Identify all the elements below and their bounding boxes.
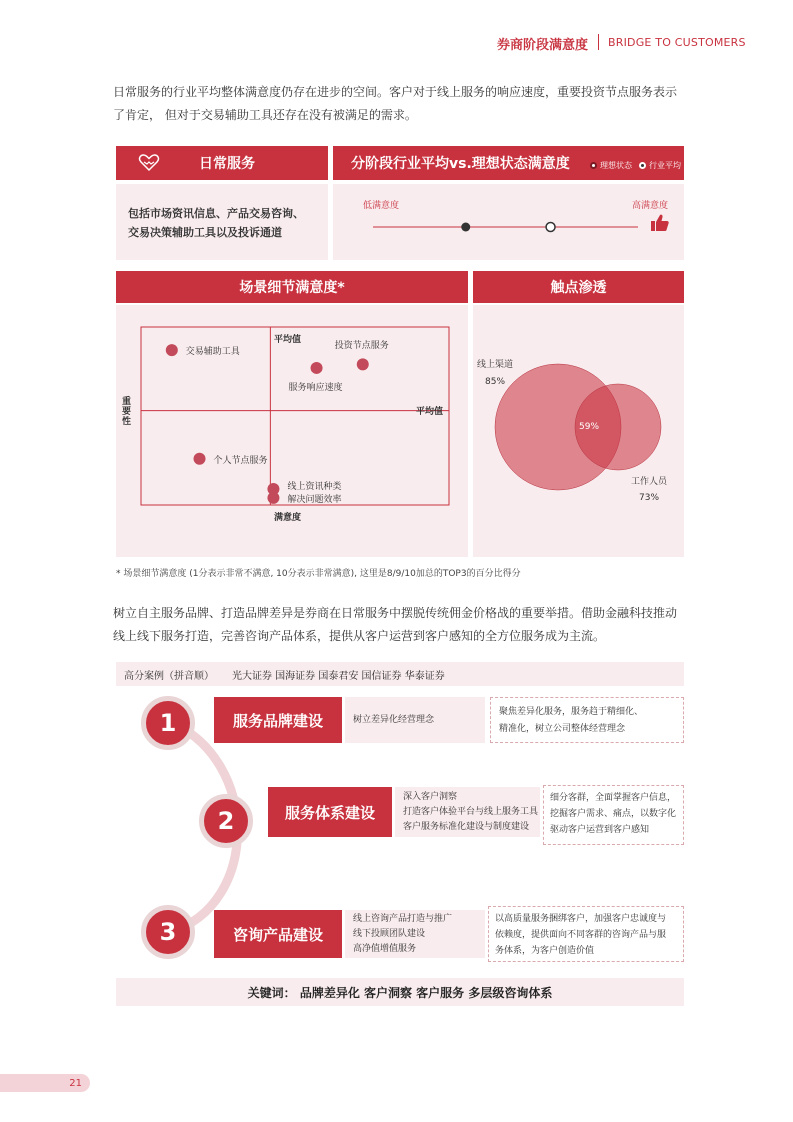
legend-avg-marker: [639, 162, 646, 169]
scatter-point-label: 线上资讯种类: [287, 481, 342, 492]
touchpoint-title-bar: [473, 271, 684, 303]
step-2-points: [395, 787, 540, 837]
low-satisfaction-label: 低满意度: [363, 201, 400, 211]
step-3-desc-line: 依赖度，提供面向不同客群的咨询产品与服: [495, 930, 667, 940]
cases-firms: 光大证券 国海证券 国泰君安 国信证券 华泰证券: [232, 670, 445, 682]
step-2-desc-line: 细分客群，全面掌握客户信息，: [550, 793, 677, 803]
venn-overlap-value: 59%: [579, 422, 600, 432]
step-2-circle: [199, 794, 253, 848]
header-subtitle: BRIDGE TO CUSTOMERS: [608, 36, 746, 49]
industry-avg-marker: [461, 223, 470, 232]
high-satisfaction-label: 高满意度: [632, 201, 669, 211]
legend-avg-label: 行业平均: [649, 161, 681, 170]
scatter-point: [311, 362, 323, 374]
step-2-number: 2: [217, 807, 235, 835]
scatter-point-label: 服务响应速度: [288, 382, 343, 393]
daily-service-title: 日常服务: [199, 156, 255, 172]
footnote: * 场景细节满意度 (1分表示非常不满意, 10分表示非常满意), 这里是8/9/10加总的TOP3的百分比得分: [116, 569, 521, 579]
scatter-point-label: 解决问题效率: [287, 494, 342, 505]
thumbs-up-icon: [651, 215, 669, 231]
header-divider: [598, 34, 599, 50]
scatter-point: [267, 492, 279, 504]
scatter-point-label: 个人节点服务: [213, 455, 268, 466]
venn-online-label: 线上渠道: [477, 360, 514, 370]
step-1-desc: [490, 697, 684, 743]
scene-detail-panel: [116, 305, 468, 557]
step-2-point: 打造客户体验平台与线上服务工具: [403, 806, 539, 817]
step-3-point: 线下投顾团队建设: [353, 928, 426, 939]
step-1-title: 服务品牌建设: [214, 697, 342, 743]
step-3-desc-line: 以高质量服务捆绑客户，加强客户忠诚度与: [495, 914, 667, 924]
touchpoint-panel: [473, 305, 684, 557]
scatter-point-label: 投资节点服务: [334, 341, 389, 352]
satisfaction-scale: [333, 184, 684, 260]
step-2-point: 深入客户洞察: [403, 791, 458, 802]
scatter-point-label: 交易辅助工具: [185, 347, 240, 358]
stage-compare-panel: [333, 184, 684, 260]
intro-line-1: 日常服务的行业平均整体满意度仍存在进步的空间。客户对于线上服务的响应速度，重要投资节点服务表示: [113, 85, 678, 99]
page-number: 21: [0, 1074, 90, 1092]
scatter-point: [166, 344, 178, 356]
stage-compare-legend: [590, 160, 681, 171]
stage-compare-title: 分阶段行业平均vs.理想状态满意度: [351, 156, 570, 172]
step-2-point: 客户服务标准化建设与制度建设: [403, 821, 530, 832]
header-title: 券商阶段满意度: [497, 38, 589, 53]
ideal-marker: [546, 223, 555, 232]
step-3-title: 咨询产品建设: [214, 910, 342, 958]
step-3-number: 3: [159, 918, 177, 946]
step-3-desc-line: 务体系，为客户创造价值: [495, 946, 595, 956]
cases-label: 高分案例（拼音顺）: [124, 670, 214, 682]
step-2-desc-line: 驱动客户运营到客户感知: [550, 825, 650, 835]
intro-paragraph: [113, 81, 688, 127]
daily-service-desc-line-2: 交易决策辅助工具以及投诉通道: [128, 226, 282, 239]
keywords-bar: 关键词： 品牌差异化 客户洞察 客户服务 多层级咨询体系: [116, 978, 684, 1006]
y-average-label: 平均值: [416, 407, 444, 417]
step-1-number: 1: [159, 709, 177, 737]
y-axis-label: 重要性: [122, 397, 132, 427]
high-score-cases-bar: [116, 662, 684, 686]
paragraph-2: [113, 602, 688, 648]
touchpoint-title: 触点渗透: [550, 280, 607, 296]
x-average-label: 平均值: [274, 335, 302, 345]
step-1-points: [345, 697, 485, 743]
step-1-desc-line: 聚焦差异化服务，服务趋于精细化、: [499, 707, 644, 717]
step-3-points: [345, 910, 485, 958]
step-2-desc-line: 挖掘客户需求、痛点，以数字化: [550, 809, 677, 819]
legend-ideal-label: 理想状态: [600, 161, 632, 170]
legend-ideal-marker: [590, 162, 597, 169]
daily-service-title-bar: [116, 146, 328, 180]
step-2-desc: [543, 785, 684, 845]
scatter-point: [357, 358, 369, 370]
venn-staff-label: 工作人员: [631, 477, 668, 487]
scene-detail-title-bar: [116, 271, 468, 303]
heart-handshake-icon: [138, 154, 160, 172]
x-axis-label: 满意度: [274, 513, 302, 523]
daily-service-desc-panel: [116, 184, 328, 260]
step-3-circle: [141, 905, 195, 959]
intro-line-2: 了肯定， 但对于交易辅助工具还存在没有被满足的需求。: [113, 108, 417, 122]
step-3-desc: [488, 906, 684, 962]
step-3-point: 高净值增值服务: [353, 943, 417, 954]
scatter-point: [194, 453, 206, 465]
step-3-point: 线上咨询产品打造与推广: [353, 913, 453, 924]
paragraph-2-line-1: 树立自主服务品牌、打造品牌差异是券商在日常服务中摆脱传统佣金价格战的重要举措。借助金融科技推动: [113, 606, 678, 620]
daily-service-desc-line-1: 包括市场资讯信息、产品交易咨询、: [128, 207, 304, 220]
step-1-point: 树立差异化经营理念: [353, 714, 435, 725]
scene-detail-title: 场景细节满意度*: [239, 280, 345, 296]
step-2-title: 服务体系建设: [268, 787, 392, 837]
paragraph-2-line-2: 线上线下服务打造，完善咨询产品体系，提供从客户运营到客户感知的全方位服务成为主流。: [113, 629, 606, 643]
step-1-desc-line: 精准化，树立公司整体经营理念: [499, 724, 626, 734]
step-1-circle: [141, 696, 195, 750]
venn-online-value: 85%: [485, 377, 506, 387]
venn-staff-value: 73%: [639, 493, 660, 503]
